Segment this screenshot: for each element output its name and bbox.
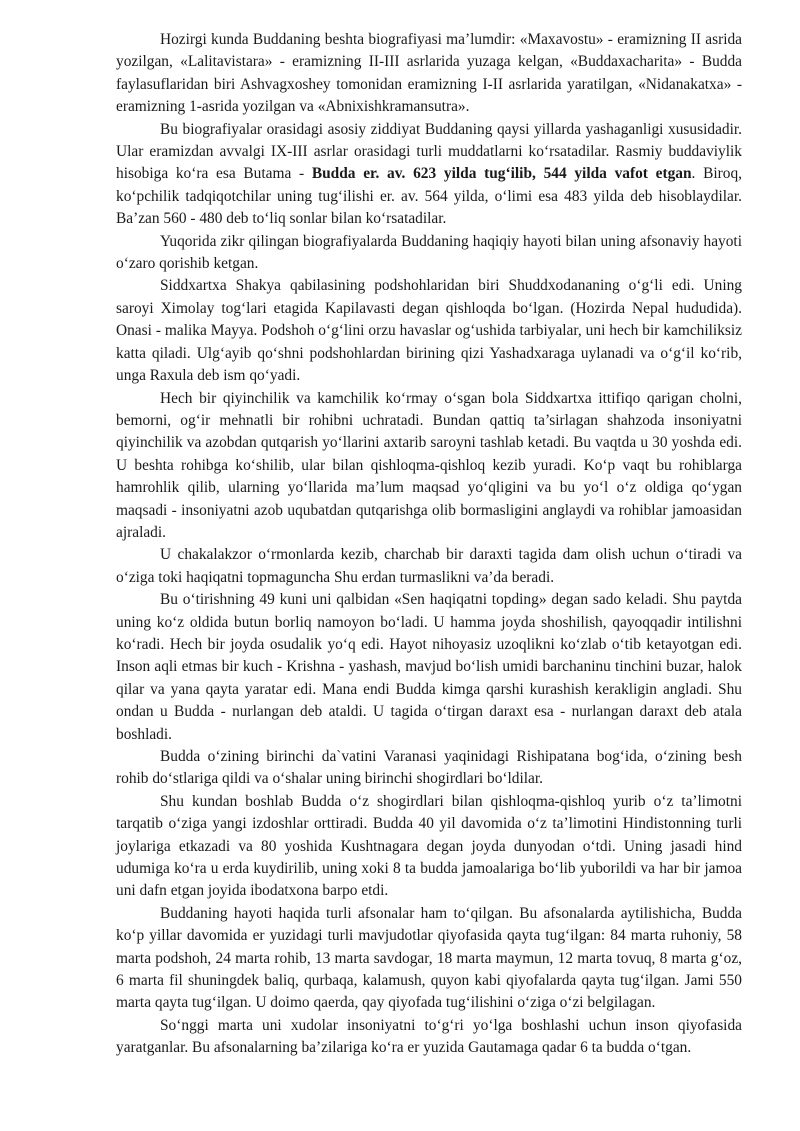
paragraph-meditation: U chakalakzor o‘rmonlarda kezib, charchab bir daraxti tagida dam olish uchun o‘tiradi va o‘ziga toki haqiqatni topmaguncha Shu erdan turmaslikni va’da beradi.	[116, 546, 742, 586]
paragraph-legend-mix: Yuqorida zikr qilingan biografiyalarda Buddaning haqiqiy hayoti bilan uning afsonaviy hayoti o‘zaro qorishib ketgan.	[116, 232, 742, 273]
paragraph-dates-end: . Biroq, ko‘pchilik tadqiqotchilar uning tug‘ilishi er. av. 564 yilda, o‘limi esa 483 yilda deb hisoblaydilar. Ba’zan 560 - 480 deb to‘liq sonlar bilan ko‘rsatadilar.	[116, 165, 742, 228]
paragraph-origin: Siddxartxa Shakya qabilasining podshohlaridan biri Shuddxodananing o‘g‘li edi. Uning saroyi Ximolay tog‘lari etagida Kapilavasti degan qishloqda bo‘lgan. (Hozirda Nepal hududida). Onasi - malika Mayya. Podshoh o‘g‘lini orzu havaslar og‘ushida tarbiyalar, uni hech bir kamchiliksiz katta qiladi. Ulg‘ayib qo‘shni podshohlardan birining qizi Yashadxaraga uylanadi va o‘g‘il ko‘rib, unga Raxula deb ism qo‘yadi.	[116, 277, 742, 385]
paragraph-departure: Hech bir qiyinchilik va kamchilik ko‘rmay o‘sgan bola Siddxartxa ittifiqo qarigan cholni, bemorni, og‘ir mehnatli bir rohibni uchratadi. Bundan qattiq ta’sirlagan shahzoda insoniyatni qiyinchilik va azobdan qutqarish yo‘llarini axtarib saroyni tashlab ketadi. Bu vaqtda u 30 yoshda edi. U beshta rohibga ko‘shilib, ular bilan qishloqma-qishloq kezib yuradi. Ko‘p vaqt bu rohiblarga hamrohlik qilib, ularning yo‘llarida ma’lum maqsad yo‘qligini va bu yo‘l o‘z oldiga qo‘ygan maqsadi - insoniyatni azob uqubatdan qutqarishga olib bormasligini anglaydi va rohiblar jamoasidan ajraladi.	[116, 389, 742, 541]
paragraph-dates-start: Bu biografiyalar orasidagi asosiy ziddiyat Buddaning qaysi yillarda yashaganligi xususidadir. Ular eramizdan avvalgi IX-III asrlar orasidagi turli muddatlarni ko‘rsatadilar. Rasmiy buddaviylik hisobiga ko‘ra esa Butama -	[116, 120, 742, 183]
bold-official-dates: Budda er. av. 623 yilda tug‘ilib, 544 yilda vafot etgan	[311, 165, 692, 183]
paragraph-rebirths: Buddaning hayoti haqida turli afsonalar ham to‘qilgan. Bu afsonalarda aytilishicha, Budda ko‘p yillar davomida er yuzidagi turli mavjudotlar qiyofasida qayta tug‘ilgan: 84 marta ruhoniy, 58 marta podshoh, 24 marta rohib, 13 marta savdogar, 18 marta maymun, 12 marta tovuq, 8 marta g‘oz, 6 marta fil shuningdek baliq, qurbaqa, kalamush, quyon kabi qiyofalarda qayta tug‘ilgan. Jami 550 marta qayta tug‘ilgan. U doimo qaerda, qay qiyofada tug‘ilishini o‘ziga o‘zi belgilagan.	[116, 904, 742, 1012]
paragraph-last-birth: So‘nggi marta uni xudolar insoniyatni to‘g‘ri yo‘lga boshlashi uchun inson qiyofasida yaratganlar. Bu afsonalarning ba’zilariga ko‘ra er yuzida Gautamaga qadar 6 ta budda o‘tgan.	[116, 1016, 742, 1057]
paragraph-dates	[116, 119, 742, 231]
paragraph-biographies: Hozirgi kunda Buddaning beshta biografiyasi ma’lumdir: «Maxavostu» - eramizning II asrida yozilgan, «Lalitavistara» - eramizning II-III asrlarida yuzaga kelgan, «Buddaxacharita» - Budda faylasuflaridan biri Ashvagxoshey tomonidan eramizning I-II asrlarida yaratilgan, «Nidanakatxa» - eramizning 1-asrida yozilgan va «Abnixishkramansutra».	[116, 31, 742, 116]
paragraph-enlightenment: Bu o‘tirishning 49 kuni uni qalbidan «Sen haqiqatni topding» degan sado keladi. Shu paytda uning ko‘z oldida butun borliq namoyon bo‘ladi. U hamma joyda shoshilish, qayoqqadir intilishni ko‘radi. Hech bir joyda osudalik yo‘q edi. Hayot nihoyasiz uzoqlikni ko‘zlab o‘tib ketayotgan edi. Inson aqli etmas bir kuch - Krishna - yashash, mavjud bo‘lish umidi barchaninu tinchini buzar, halok qilar va yana qayta yaratar edi. Mana endi Budda kimga qarshi kurashish kerakligin angladi. Shu ondan u Budda - nurlangan deb ataldi. U tagida o‘tirgan daraxt esa - nurlangan daraxt deb atala boshladi.	[116, 591, 742, 743]
paragraph-first-sermon: Budda o‘zining birinchi da`vatini Varanasi yaqinidagi Rishipatana bog‘ida, o‘zining besh rohib do‘stlariga qildi va o‘shalar uning birinchi shogirdlari bo‘ldilar.	[116, 748, 742, 788]
paragraph-teaching: Shu kundan boshlab Budda o‘z shogirdlari bilan qishloqma-qishloq yurib o‘z ta’limotni tarqatib o‘ziga yangi izdoshlar orttiradi. Budda 40 yil davomida o‘z ta’limotini Hindistonning turli joylariga etkazadi va 80 yoshida Kushtnagara degan joyda dunyodan o‘tdi. Uning jasadi hind udumiga ko‘ra u erda kuydirilib, uning xoki 8 ta budda jamoalariga bo‘lib yuborildi va har bir jamoa uni dafn etgan joyida ibodatxona barpo etdi.	[116, 792, 742, 900]
